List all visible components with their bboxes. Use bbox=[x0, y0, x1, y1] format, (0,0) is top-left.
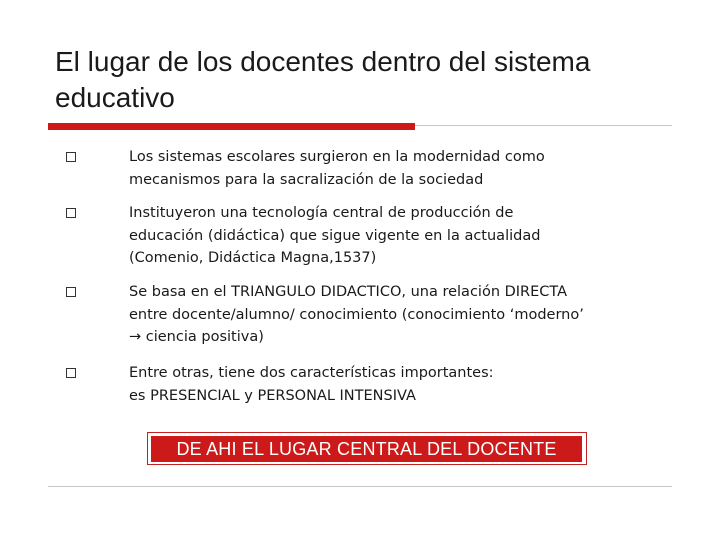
slide-title: El lugar de los docentes dentro del sistema educativo bbox=[55, 46, 591, 113]
bullet-text: Instituyeron una tecnología central de producción de educación (didáctica) que sigue vigente en la actualidad (Comenio, Didáctica Magna,1537) bbox=[129, 205, 541, 266]
square-bullet-icon bbox=[66, 208, 76, 218]
title-accent-bar bbox=[48, 123, 415, 130]
square-bullet-icon bbox=[66, 287, 76, 297]
callout-box bbox=[147, 432, 587, 465]
callout-text: DE AHI EL LUGAR CENTRAL DEL DOCENTE bbox=[151, 436, 582, 462]
footer-divider bbox=[48, 486, 672, 487]
bullet-text: Entre otras, tiene dos características importantes: es PRESENCIAL y PERSONAL INTENSIVA bbox=[129, 365, 494, 404]
square-bullet-icon bbox=[66, 368, 76, 378]
square-bullet-icon bbox=[66, 152, 76, 162]
bullet-text: Los sistemas escolares surgieron en la modernidad como mecanismos para la sacralización de la sociedad bbox=[129, 149, 545, 188]
bullet-text: Se basa en el TRIANGULO DIDACTICO, una relación DIRECTA entre docente/alumno/ conocimiento (conocimiento ‘moderno’ → ciencia positiva) bbox=[129, 284, 584, 345]
